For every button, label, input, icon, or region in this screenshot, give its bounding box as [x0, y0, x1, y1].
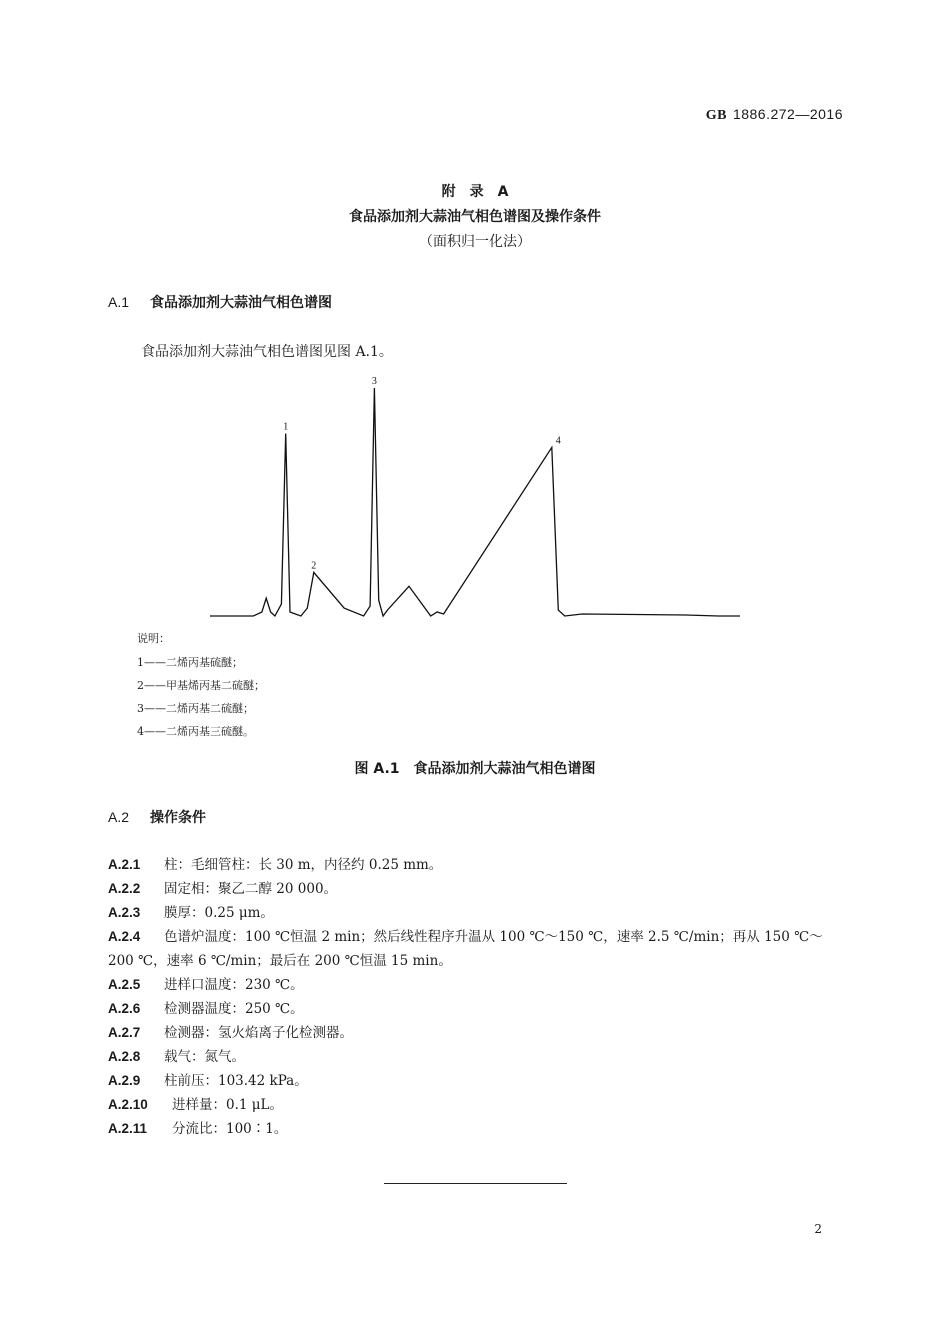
- legend-heading: 说明：: [137, 632, 170, 645]
- condition-number: A.2.10: [108, 1097, 148, 1112]
- conditions-list: [108, 853, 848, 1141]
- figure-caption: 图 A.1 食品添加剂大蒜油气相色谱图: [354, 761, 596, 777]
- section-a2-number: A.2: [108, 809, 130, 825]
- section-a1-body: 食品添加剂大蒜油气相色谱图见图 A.1。: [141, 344, 393, 360]
- condition-row: [108, 901, 848, 925]
- appendix-label: 附 录 A: [441, 184, 509, 200]
- section-a2-title: 操作条件: [150, 810, 206, 826]
- section-a2-heading: [108, 807, 206, 827]
- peak-label-3: 3: [371, 375, 377, 387]
- closing-rule: [384, 1183, 567, 1184]
- legend-item-1: 1——二烯丙基硫醚；: [137, 656, 243, 669]
- legend-item-4: 4——二烯丙基三硫醚。: [137, 725, 254, 738]
- condition-row: [108, 925, 848, 973]
- peak-label-2: 2: [311, 560, 317, 572]
- standard-prefix: GB: [705, 108, 727, 123]
- appendix-title: 食品添加剂大蒜油气相色谱图及操作条件: [349, 209, 601, 225]
- peak-label-1: 1: [283, 421, 289, 433]
- peak-label-4: 4: [555, 435, 561, 447]
- condition-row: [108, 1045, 848, 1069]
- condition-text: 检测器：氢火焰离子化检测器。: [164, 1025, 353, 1041]
- chromatogram-trace: [210, 388, 740, 616]
- standard-number: 1886.272—2016: [732, 106, 843, 122]
- condition-number: A.2.9: [108, 1073, 141, 1088]
- appendix-subtitle: （面积归一化法）: [419, 234, 531, 250]
- condition-number: A.2.11: [108, 1121, 148, 1136]
- condition-row: [108, 853, 848, 877]
- condition-row: [108, 1117, 848, 1141]
- condition-number: A.2.1: [108, 857, 141, 872]
- condition-text: 固定相：聚乙二醇 20 000。: [164, 881, 338, 897]
- condition-text: 进样量：0.1 μL。: [172, 1097, 283, 1113]
- condition-text: 柱前压：103.42 kPa。: [164, 1073, 308, 1089]
- page-number: 2: [814, 1222, 822, 1236]
- condition-number: A.2.6: [108, 1001, 141, 1016]
- condition-row: [108, 1021, 848, 1045]
- condition-text: 分流比：100∶1。: [172, 1121, 288, 1137]
- section-a1-number: A.1: [108, 294, 130, 310]
- legend-item-3: 3——二烯丙基二硫醚；: [137, 702, 254, 715]
- condition-row: [108, 1093, 848, 1117]
- condition-text: 载气：氮气。: [164, 1049, 245, 1065]
- condition-number: A.2.4: [108, 929, 141, 944]
- condition-number: A.2.8: [108, 1049, 141, 1064]
- plot-area: [210, 376, 740, 616]
- condition-text: 色谱炉温度：100 ℃恒温 2 min；然后线性程序升温从 100 ℃～150 ℃，速率 2.5 ℃/min；再从 150 ℃～200 ℃，速率 6 ℃/min；最后在 200 ℃恒温 15 min。: [108, 929, 823, 969]
- condition-text: 检测器温度：250 ℃。: [164, 1001, 304, 1017]
- chromatogram-chart: [205, 368, 745, 620]
- section-a1-heading: [108, 292, 332, 312]
- condition-number: A.2.3: [108, 905, 141, 920]
- condition-row: [108, 997, 848, 1021]
- condition-text: 进样口温度：230 ℃。: [164, 977, 304, 993]
- condition-text: 膜厚：0.25 μm。: [164, 905, 274, 921]
- legend-item-2: 2——甲基烯丙基二硫醚；: [137, 679, 265, 692]
- condition-row: [108, 1069, 848, 1093]
- condition-number: A.2.2: [108, 881, 141, 896]
- section-a1-title: 食品添加剂大蒜油气相色谱图: [150, 295, 332, 311]
- condition-row: [108, 877, 848, 901]
- condition-number: A.2.5: [108, 977, 141, 992]
- condition-number: A.2.7: [108, 1025, 141, 1040]
- condition-text: 柱：毛细管柱：长 30 m，内径约 0.25 mm。: [164, 857, 443, 873]
- standard-code: [706, 106, 843, 124]
- condition-row: [108, 973, 848, 997]
